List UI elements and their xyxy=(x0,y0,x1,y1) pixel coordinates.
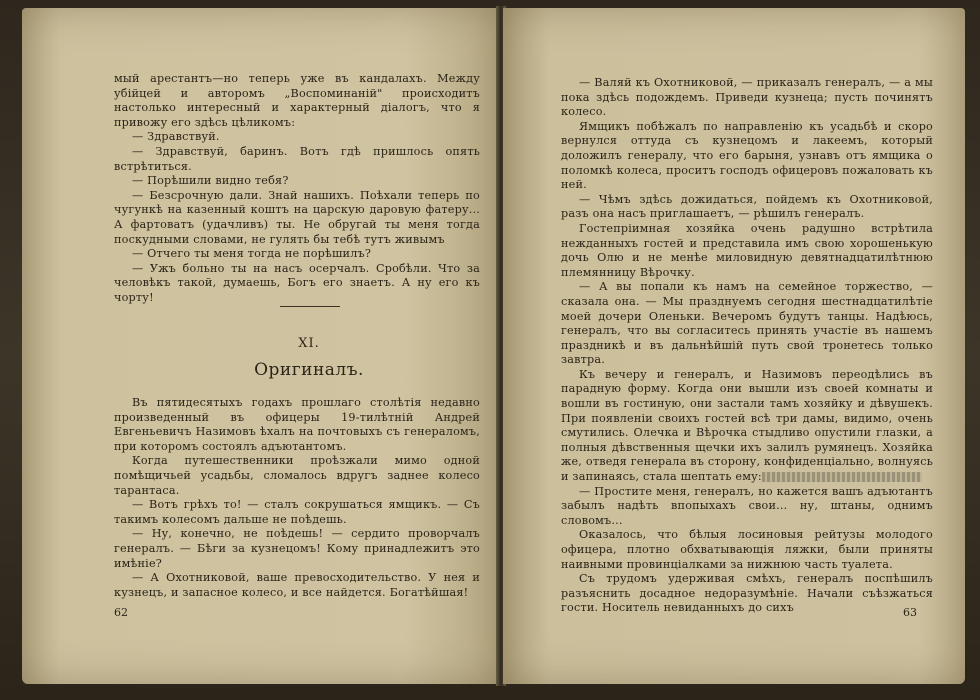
paragraph: — Здравствуй, баринъ. Вотъ гдѣ пришлось опять встрѣтиться. xyxy=(114,144,480,173)
paragraph: Оказалось, что бѣлыя лосиновыя рейтузы молодого офицера, плотно обхватывающія ляжки, были приняты наивными провинціалками за нижнюю часть туалета. xyxy=(561,528,933,571)
paragraph: Съ трудомъ удерживая смѣхъ, генералъ поспѣшилъ разъяснить досадное недоразумѣніе. Начали съѣзжаться гости. Носитель невиданныхъ до сихъ xyxy=(561,572,933,615)
right-page-text xyxy=(561,76,933,616)
paragraph: Гостепріимная хозяйка очень радушно встрѣтила нежданныхъ гостей и представила имъ свою хорошенькую дочь Олю и не менѣе миловидную девятнадцатилѣтнюю племянницу Вѣрочку. xyxy=(561,221,933,279)
left-page-chapter-text xyxy=(114,396,480,600)
paragraph: — Валяй къ Охотниковой, — приказалъ генералъ, — а мы пока здѣсь подождемъ. Приведи кузнеца; пусть починятъ колесо. xyxy=(561,76,933,119)
left-page-top-text xyxy=(114,72,480,306)
paragraph: — Порѣшили видно тебя? xyxy=(132,174,289,188)
paragraph: — Безсрочную дали. Знай нашихъ. Поѣхали теперь по чугункѣ на казенный коштъ на царскую даровую фатеру... А фартоватъ (удачливъ) ты. Не обругай ты меня тогда поскудными словами, не гулять бы тебѣ тутъ живымъ xyxy=(114,188,480,246)
paragraph: Къ вечеру и генералъ, и Назимовъ переодѣлись въ парадную форму. Когда они вышли изъ своей комнаты и вошли въ гостиную, они застали тамъ хозяйку и дѣвушекъ. При появленіи своихъ гостей всѣ три дамы, видимо, очень смутились. Олечка и Вѣрочка стыдливо опустили глазки, а полныя дѣвственныя щечки ихъ залилъ румянецъ. Хозяйка же, отведя генерала въ сторону, конфиденціально, волнуясь и запинаясь, стала шептать ему: xyxy=(561,367,933,484)
paragraph: — А вы попали къ намъ на семейное торжество, — сказала она. — Мы празднуемъ сегодня шестнадцатилѣтіе моей дочери Оленьки. Вечеромъ будутъ танцы. Надѣюсь, генералъ, что вы согласитесь принять участіе въ нашемъ праздникѣ и въ дальнѣйшій путь свой тронетесь только завтра. xyxy=(561,280,933,367)
paragraph: — Здравствуй. xyxy=(132,130,220,144)
paragraph: — Чѣмъ здѣсь дожидаться, пойдемъ къ Охотниковой, разъ она насъ приглашаетъ, — рѣшилъ генералъ. xyxy=(561,192,933,221)
left-page xyxy=(22,8,500,684)
paragraph: — Вотъ грѣхъ то! — сталъ сокрушаться ямщикъ. — Съ такимъ колесомъ дальше не поѣдешь. xyxy=(114,498,480,526)
right-page xyxy=(503,8,965,684)
section-divider xyxy=(280,306,340,307)
paragraph: — Ужъ больно ты на насъ осерчалъ. Сробѣли. Что за человѣкъ такой, думаешь, Богъ его знаетъ. А ну его къ чорту! xyxy=(114,261,480,304)
redacted-blur xyxy=(762,472,922,482)
page-number-right: 63 xyxy=(903,606,917,619)
paragraph: мый арестантъ—но теперь уже въ кандалахъ. Между убійцей и авторомъ „Воспоминаній" происходитъ настолько интересный и характерный діалогъ, что я привожу его здѣсь цѣликомъ: xyxy=(114,72,480,129)
paragraph: Въ пятидесятыхъ годахъ прошлаго столѣтія недавно произведенный въ офицеры 19-тилѣтній Андрей Евгеньевичъ Назимовъ ѣхалъ на почтовыхъ съ генераломъ, при которомъ состоялъ адъютантомъ. xyxy=(114,396,480,453)
chapter-title: Оригиналъ. xyxy=(254,360,364,380)
paragraph: — Ну, конечно, не поѣдешь! — сердито проворчалъ генералъ. — Бѣги за кузнецомъ! Кому принадлежитъ это имѣніе? xyxy=(114,527,480,570)
paragraph: Ямщикъ побѣжалъ по направленію къ усадьбѣ и скоро вернулся оттуда съ кузнецомъ и лакеемъ, который доложилъ генералу, что его барыня, узнавъ отъ ямщика о поломкѣ колеса, проситъ господъ офицеровъ пожаловать къ ней. xyxy=(561,119,933,192)
chapter-number: XI. xyxy=(298,336,320,351)
paragraph: — А Охотниковой, ваше превосходительство. У нея и кузнецъ, и запасное колесо, и все найдется. Богатѣйшая! xyxy=(114,571,480,599)
paragraph: — Простите меня, генералъ, но кажется вашъ адъютантъ забылъ надѣть впопыхахъ свои... ну, штаны, однимъ словомъ... xyxy=(561,484,933,527)
page-number-left: 62 xyxy=(114,606,128,619)
paragraph: Когда путешественники проѣзжали мимо одной помѣщичьей усадьбы, сломалось вдругъ заднее колесо тарантаса. xyxy=(114,454,480,497)
paragraph: — Отчего ты меня тогда не порѣшилъ? xyxy=(132,247,372,261)
